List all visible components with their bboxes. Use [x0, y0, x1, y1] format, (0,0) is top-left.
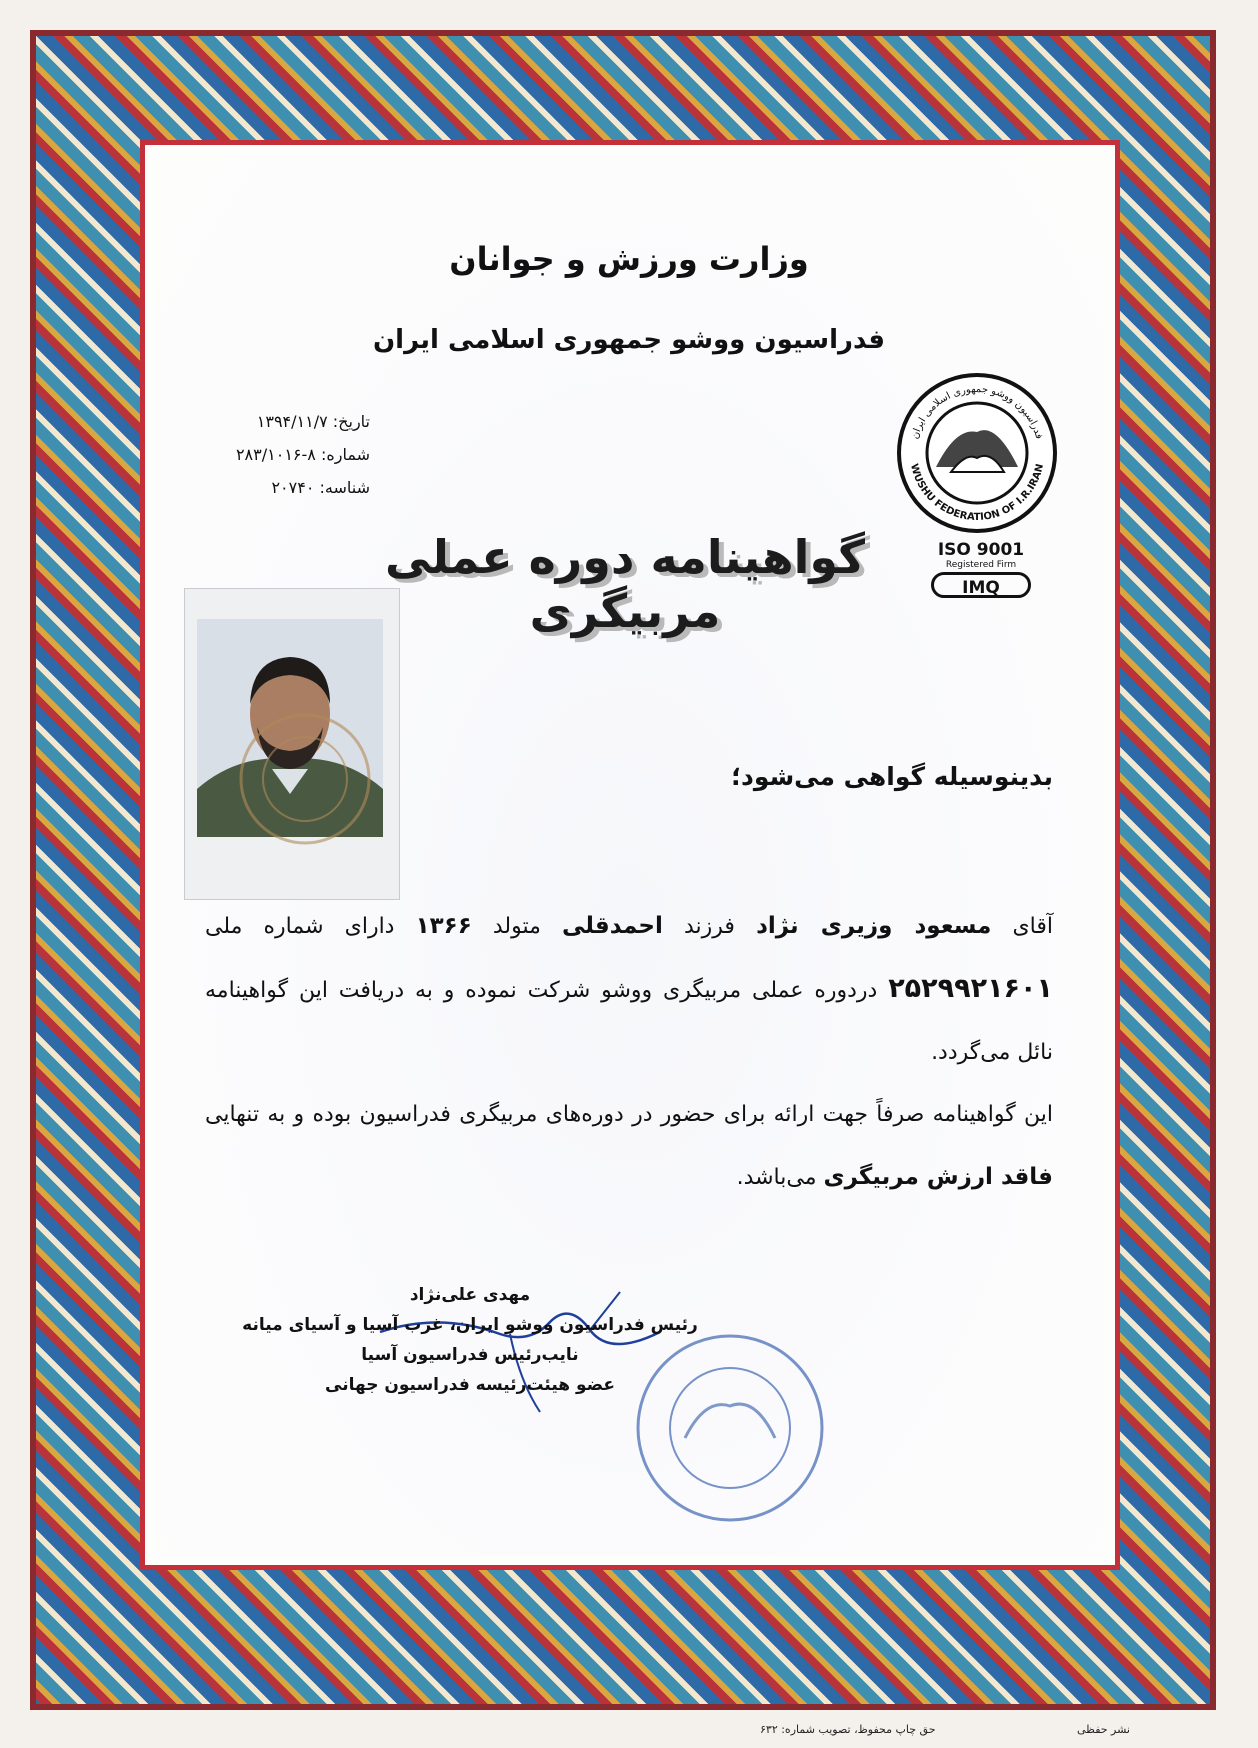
text-mr: آقای — [991, 914, 1053, 939]
certify-line: بدینوسیله گواهی می‌شود؛ — [731, 762, 1053, 791]
national-id: ۲۵۲۹۹۲۱۶۰۱ — [888, 973, 1053, 1004]
imq-label: IMQ — [931, 572, 1031, 598]
signatory-role-3: عضو هیئت‌رئیسه فدراسیون جهانی — [325, 1375, 615, 1395]
ministry-title: وزارت ورزش و جوانان — [449, 240, 809, 278]
holder-name: مسعود وزیری نژاد — [756, 913, 992, 939]
signatory-name: مهدی علی‌نژاد — [409, 1285, 531, 1305]
certificate-body — [205, 895, 1053, 1209]
birth-year: ۱۳۶۶ — [415, 913, 472, 939]
paragraph-2 — [205, 1084, 1053, 1209]
federation-logo — [896, 372, 1058, 534]
text-course: دردوره عملی مربیگری ووشو شرکت نموده و به دریافت این گواهینامه نائل می‌گردد. — [205, 978, 1053, 1065]
id-line: شناسه: ۲۰۷۴۰ — [271, 478, 370, 497]
photo-stamp-icon — [235, 709, 375, 849]
text-national-id: دارای شماره ملی — [205, 914, 416, 939]
copyright: حق چاپ محفوظ، تصویب شماره: ۶۳۲ — [760, 1723, 936, 1736]
certificate-title: گواهینامه دوره عملی مربیگری — [385, 530, 865, 638]
document-meta — [200, 405, 370, 504]
federation-stamp — [630, 1328, 830, 1528]
text-born: متولد — [471, 914, 562, 939]
father-name: احمدقلی — [562, 913, 663, 939]
photo-laminate — [184, 588, 400, 900]
no-coaching-value: فاقد ارزش مربیگری — [823, 1164, 1053, 1190]
text-note: این گواهینامه صرفاً جهت ارائه برای حضور در دوره‌های مربیگری فدراسیون بوده و به تنهایی — [205, 1102, 1053, 1127]
text-child-of: فرزند — [662, 914, 757, 939]
publisher: نشر حفظی — [1077, 1723, 1130, 1736]
iso-badge — [925, 540, 1037, 598]
text-end: می‌باشد. — [736, 1165, 824, 1190]
logo-ring-text: فدراسیون ووشو جمهوری اسلامی ایران — [909, 383, 1045, 441]
date-line: تاریخ: ۱۳۹۴/۱۱/۷ — [256, 412, 370, 431]
federation-title: فدراسیون ووشو جمهوری اسلامی ایران — [372, 325, 885, 355]
paragraph-1 — [205, 895, 1053, 1084]
signatory-role-1: رئیس فدراسیون ووشو ایران، غرب آسیا و آسیای میانه — [242, 1315, 698, 1335]
registered-firm: Registered Firm — [945, 560, 1017, 570]
number-line: شماره: ۸-۲۸۳/۱۰۱۶ — [235, 445, 370, 464]
signatory-role-2: نایب‌رئیس فدراسیون آسیا — [361, 1345, 579, 1365]
logo-english-text: WUSHU FEDERATION OF I.R.IRAN — [907, 462, 1047, 524]
iso-label: ISO 9001 — [937, 540, 1025, 560]
